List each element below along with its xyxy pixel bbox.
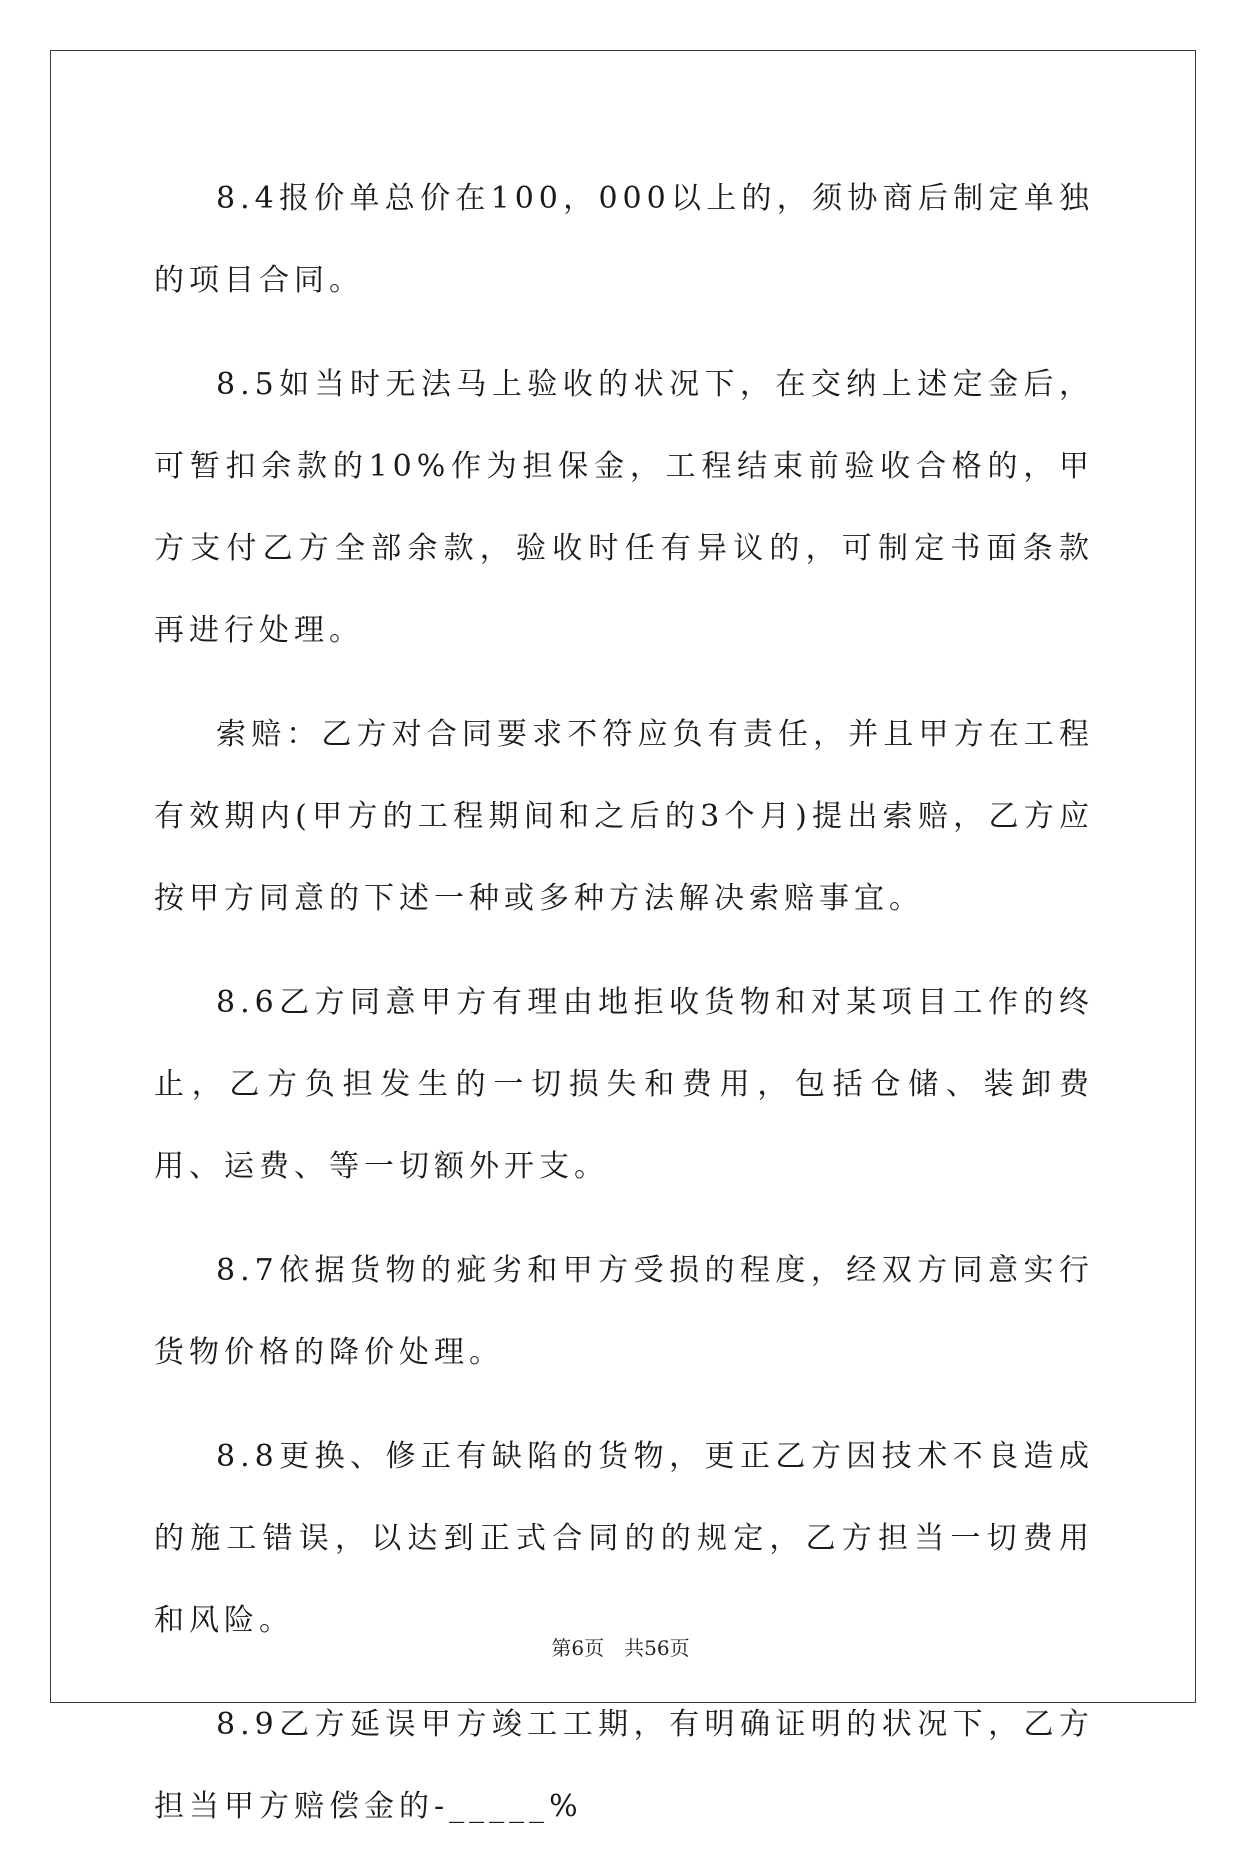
- paragraph-8-5: 8.5如当时无法马上验收的状况下，在交纳上述定金后，可暂扣余款的10%作为担保金，工程结束前验收合格的，甲方支付乙方全部余款，验收时任有异议的，可制定书面条款再进行处理。: [154, 367, 1094, 648]
- paragraph-8-9: 8.9乙方延误甲方竣工工期，有明确证明的状况下，乙方担当甲方赔偿金的-_____%: [154, 1707, 1094, 1824]
- paragraph-8-7: 8.7依据货物的疵劣和甲方受损的程度，经双方同意实行货物价格的降价处理。: [154, 1253, 1094, 1370]
- paragraph-8-4: 8.4报价单总价在100，000以上的，须协商后制定单独的项目合同。: [154, 181, 1094, 298]
- page-number: 第6页: [551, 1636, 605, 1660]
- paragraph-8-6: 8.6乙方同意甲方有理由地拒收货物和对某项目工作的终止，乙方负担发生的一切损失和费用，包括仓储、装卸费用、运费、等一切额外开支。: [154, 985, 1094, 1184]
- paragraph-8-8: 8.8更换、修正有缺陷的货物，更正乙方因技术不良造成的施工错误，以达到正式合同的的规定，乙方担当一切费用和风险。: [154, 1439, 1094, 1638]
- document-body: [154, 158, 1094, 1870]
- paragraph-claims: 索赔：乙方对合同要求不符应负有责任，并且甲方在工程有效期内(甲方的工程期间和之后的3个月)提出索赔，乙方应按甲方同意的下述一种或多种方法解决索赔事宜。: [154, 717, 1094, 916]
- page-total: 共56页: [624, 1636, 690, 1660]
- page-footer: [0, 1632, 1241, 1661]
